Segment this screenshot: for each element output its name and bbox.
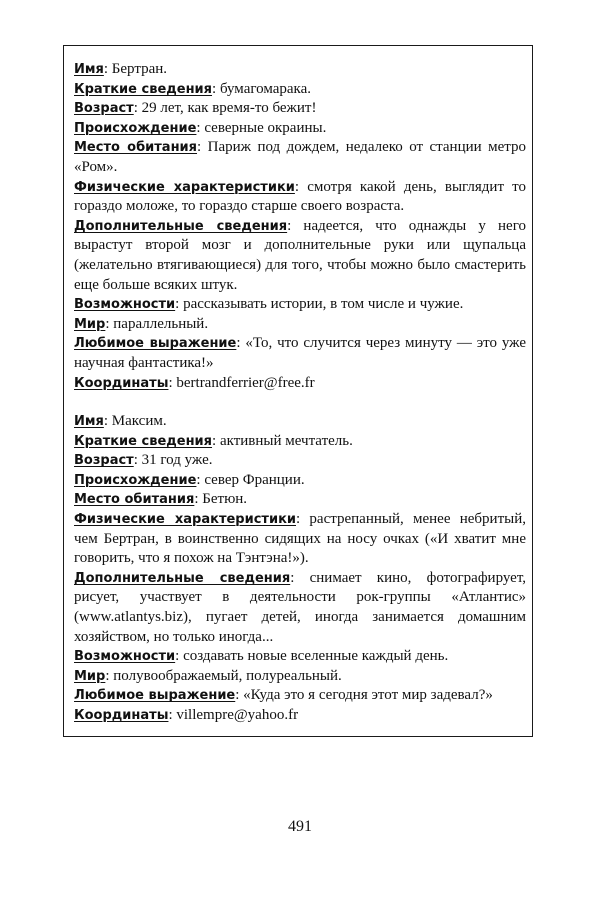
profile-field	[74, 667, 526, 687]
profile-field	[74, 80, 526, 100]
field-label: Краткие сведения	[74, 433, 213, 449]
profile-field	[74, 315, 526, 335]
field-value: : рассказывать истории, в том числе и чужие.	[175, 296, 464, 313]
field-value: : 31 год уже.	[133, 452, 213, 469]
field-value: : параллельный.	[105, 315, 209, 332]
page-number: 491	[288, 818, 312, 835]
field-value: : «То, что случится через минуту — это уже научная фантастика!»	[74, 335, 526, 371]
field-label: Физические характеристики	[74, 512, 296, 528]
profile-field	[74, 647, 526, 667]
profile-field	[74, 295, 526, 315]
field-label: Имя	[74, 62, 104, 77]
field-value: : Париж под дождем, недалеко от станции метро «Ром».	[74, 139, 526, 175]
field-value: : Бетюн.	[194, 491, 248, 508]
field-value: : бумагомарака.	[212, 80, 312, 97]
profile-field	[74, 334, 526, 373]
field-value: : Максим.	[103, 413, 167, 430]
field-label: Дополнительные сведения	[74, 218, 288, 234]
profile-field	[74, 686, 526, 706]
profile-field	[74, 119, 526, 139]
field-value: : Бертран.	[103, 61, 168, 77]
field-label: Любимое выражение	[74, 336, 237, 352]
field-label: Имя	[74, 414, 104, 430]
field-value: : север Франции.	[196, 471, 305, 488]
field-label: Любимое выражение	[74, 688, 236, 704]
profile-bertrand	[74, 60, 526, 393]
profile-field	[74, 412, 526, 432]
field-label: Место обитания	[74, 492, 195, 508]
field-value: : полувоображаемый, полуреальный.	[105, 667, 342, 684]
field-label: Возраст	[74, 101, 134, 117]
field-value: : растрепанный, менее небритый, чем Бертран, в воинственно сидящих на носу очках («И хватит мне говорить, что я похож на Тэнтэна!»).	[74, 511, 526, 567]
field-label: Дополнительные сведения	[74, 570, 291, 586]
profile-field	[74, 217, 526, 295]
profile-field	[74, 178, 526, 217]
field-value: : смотря какой день, выглядит то гораздо моложе, то гораздо старше своего возраста.	[74, 178, 526, 215]
field-value: : северные окраины.	[196, 119, 327, 136]
profile-field	[74, 471, 526, 491]
profile-field	[74, 706, 526, 726]
field-value: : снимает кино, фотографирует, рисует, участвует в деятельности рок-группы «Атлантис» (www.atlantys.biz), пугает детей, иногда занимается домашним хозяйством, но только иногда...	[74, 569, 527, 645]
field-label: Координаты	[74, 375, 169, 391]
profile-field	[74, 432, 526, 452]
field-label: Координаты	[74, 708, 169, 723]
field-value: : создавать новые вселенные каждый день.	[175, 648, 449, 665]
field-label: Происхождение	[74, 472, 197, 488]
author-profiles	[74, 60, 526, 726]
field-value: : villempre@yahoo.fr	[168, 707, 299, 723]
field-label: Возможности	[74, 649, 176, 665]
profile-field	[74, 374, 526, 394]
profile-field	[74, 99, 526, 119]
field-label: Мир	[74, 316, 106, 332]
profile-field	[74, 569, 526, 647]
field-label: Происхождение	[74, 120, 197, 136]
profile-field	[74, 510, 526, 569]
field-value: : bertrandferrier@free.fr	[168, 374, 315, 391]
profile-field	[74, 490, 526, 510]
field-label: Мир	[74, 668, 106, 684]
field-label: Краткие сведения	[74, 81, 213, 97]
profile-field	[74, 138, 526, 177]
profile-field	[74, 60, 526, 80]
field-value: : активный мечтатель.	[212, 432, 353, 449]
profile-field	[74, 451, 526, 471]
field-label: Физические характеристики	[74, 179, 295, 195]
profile-maxim	[74, 412, 526, 726]
field-label: Место обитания	[74, 140, 198, 156]
field-label: Возможности	[74, 297, 176, 313]
field-value: : «Куда это я сегодня этот мир задевал?»	[235, 687, 493, 704]
field-label: Возраст	[74, 453, 134, 469]
field-value: : надеется, что однажды у него вырастут второй мозг и дополнительные руки или щупальца (желательно втягивающиеся) для того, чтобы можно было смастерить еще больше всяких штук.	[74, 217, 526, 293]
field-value: : 29 лет, как время-то бежит!	[133, 100, 317, 117]
